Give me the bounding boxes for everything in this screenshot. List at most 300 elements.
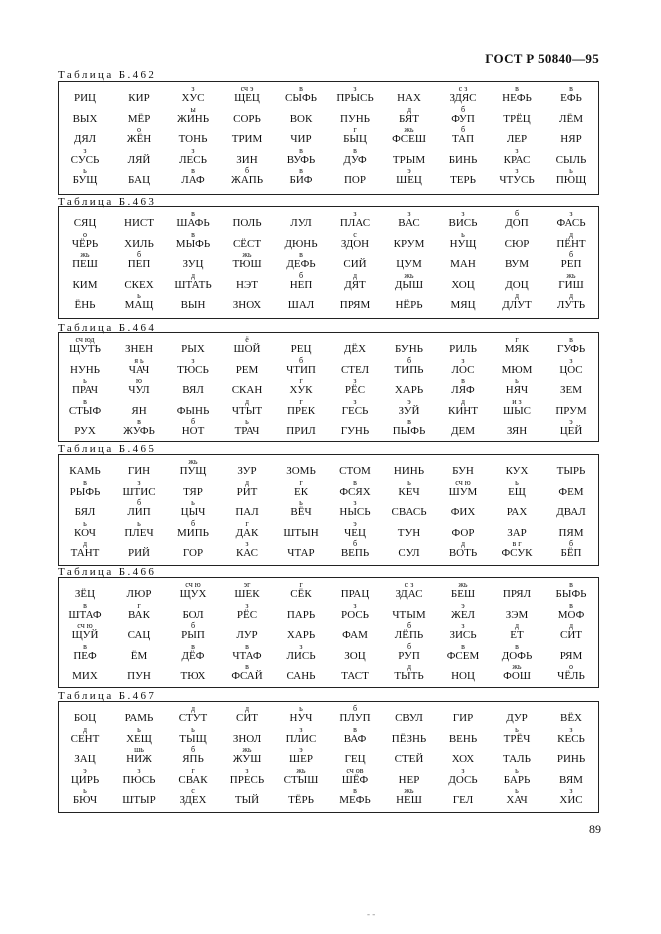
table-cell (328, 540, 382, 559)
table-cell (328, 126, 382, 145)
table-cell (166, 787, 220, 806)
syllable-word: ЕК (293, 485, 309, 498)
syllable-word: ЧТУСЬ (499, 174, 535, 186)
syllable-word: ФСЯХ (339, 485, 371, 498)
pronunciation-mark: б (406, 641, 412, 651)
table-cell (220, 746, 274, 765)
syllable-word: КЕСЬ (557, 732, 585, 745)
syllable-word: ЗУР (237, 465, 257, 477)
syllable-word: ЗДЕХ (179, 794, 207, 806)
table-cell (436, 602, 490, 621)
syllable-word: ЧТАР (287, 547, 315, 559)
syllable-word: ПРЯЛ (502, 588, 532, 600)
table-cell (112, 231, 166, 250)
table-cell (382, 540, 436, 559)
pronunciation-mark: з (191, 145, 195, 155)
syllable-word: ПАЛ (235, 506, 259, 518)
table-cell (490, 622, 544, 641)
pronunciation-mark: ь (245, 417, 249, 426)
syllable-word: ГУФЬ (556, 343, 586, 355)
pronunciation-mark: сч ов (346, 765, 364, 775)
table-cell (490, 336, 544, 355)
pronunciation-mark: д (244, 704, 250, 713)
syllable-word: ЗДОН (340, 237, 370, 250)
syllable-word: ЧТАФ (232, 649, 262, 662)
syllable-word: ЖУФЬ (123, 425, 155, 437)
syllable-word: РУП (398, 649, 420, 662)
table-cell (166, 126, 220, 145)
pronunciation-mark: б (190, 417, 196, 426)
syllable-word: РИЙ (127, 547, 150, 559)
syllable-word: ЛОС (451, 363, 475, 376)
table-cell (166, 377, 220, 396)
pronunciation-mark: в (461, 641, 465, 651)
table-cell (544, 251, 598, 270)
pronunciation-mark: г (515, 335, 519, 344)
syllable-word: НЕР (398, 773, 420, 786)
syllable-word: БЁП (560, 547, 582, 559)
syllable-word: ТУН (397, 526, 421, 539)
pronunciation-mark: з (353, 209, 357, 218)
pronunciation-mark: з (515, 145, 519, 155)
pronunciation-mark: в (245, 641, 249, 651)
table-cell (328, 458, 382, 477)
syllable-word: ШЕЦ (396, 174, 422, 186)
table-cell (382, 622, 436, 641)
table-cell (436, 622, 490, 641)
syllable-word: ТРЁЦ (503, 112, 531, 125)
table-cell (490, 705, 544, 724)
table-cell (58, 540, 112, 559)
table-cell (220, 787, 274, 806)
table-cell (220, 377, 274, 396)
syllable-word: ФСЕШ (392, 133, 426, 145)
table-cell (58, 147, 112, 166)
table-cell (274, 520, 328, 539)
syllable-word: СВАК (178, 773, 208, 786)
table-cell (166, 231, 220, 250)
table-cell (490, 272, 544, 291)
table-cell (436, 726, 490, 745)
pronunciation-mark: жь (296, 765, 306, 775)
syllable-word: МИПЬ (177, 526, 209, 539)
syllable-word: МАН (450, 258, 476, 270)
table-cell (328, 643, 382, 662)
table-cell (220, 602, 274, 621)
syllable-word: ЗНЕН (124, 343, 154, 355)
syllable-word: ПЛАС (339, 217, 371, 229)
syllable-word: КУХ (505, 465, 529, 477)
syllable-word: ДЛУТ (502, 299, 532, 311)
table-cell (436, 377, 490, 396)
table-cell (544, 705, 598, 724)
table-cell (220, 540, 274, 559)
syllable-word: ЩУЙ (71, 629, 99, 641)
table-cell (58, 787, 112, 806)
table-cell (436, 787, 490, 806)
syllable-word: БУЩ (72, 174, 98, 186)
table-cell (436, 540, 490, 559)
syllable-word: КИР (128, 92, 150, 104)
syllable-word: БЮЧ (72, 794, 98, 806)
pronunciation-mark: сч ю (455, 477, 471, 487)
syllable-word: ШУМ (448, 485, 478, 498)
table-caption: Таблица Б.467 (58, 690, 157, 702)
syllable-word: БУНЬ (395, 343, 423, 355)
syllable-word: КОЧ (74, 526, 96, 539)
syllable-word: ДЮНЬ (284, 237, 318, 250)
pronunciation-mark: б (460, 104, 466, 114)
pronunciation-mark: з (407, 209, 411, 218)
syllable-word: ПРИЛ (286, 425, 316, 437)
pronunciation-mark: сч ю (185, 580, 201, 589)
table-cell (490, 643, 544, 662)
syllable-word: ЛЁПЬ (394, 629, 424, 641)
pronunciation-mark: г (137, 600, 141, 610)
syllable-word: НЁРЬ (395, 299, 423, 311)
pronunciation-mark: эг (243, 580, 251, 589)
pronunciation-mark: д (568, 229, 574, 239)
table-cell (436, 643, 490, 662)
syllable-word: ЧЁРЬ (71, 237, 99, 250)
syllable-word: КРАС (503, 153, 531, 166)
table-cell (436, 418, 490, 437)
syllable-word: ПЕП (127, 258, 151, 270)
syllable-word: ФОР (451, 526, 475, 539)
table-cell (166, 499, 220, 518)
table-cell (490, 787, 544, 806)
syllable-word: ЁМ (130, 649, 148, 662)
syllable-word: ЛЯЙ (127, 153, 151, 166)
table-cell (544, 292, 598, 311)
pronunciation-mark: б (568, 250, 574, 259)
syllable-word: ГЕСЬ (341, 404, 369, 417)
pronunciation-mark: ь (515, 477, 519, 487)
table-cell (274, 767, 328, 786)
table-cell (58, 106, 112, 125)
syllable-word: ЗЕМ (559, 384, 582, 396)
pronunciation-mark: з (83, 145, 87, 155)
table-cell (220, 499, 274, 518)
table-caption: Таблица Б.466 (58, 566, 157, 578)
syllable-word: ЛУР (236, 629, 258, 641)
table-cell (58, 126, 112, 145)
syllable-word: ПЯМ (558, 526, 584, 539)
table-cell (166, 726, 220, 745)
syllable-word: ЗИСЬ (449, 629, 477, 641)
table-cell (436, 126, 490, 145)
syllable-word: РИЦ (73, 92, 96, 104)
syllable-word: ЖЁН (126, 133, 152, 145)
table-cell (436, 167, 490, 186)
syllable-word: ПЕШ (72, 258, 98, 270)
table-caption: Таблица Б.463 (58, 196, 157, 208)
syllable-word: РЫП (181, 629, 205, 641)
syllable-word: ЗИН (236, 153, 258, 166)
syllable-word: ПОЛЬ (232, 217, 262, 229)
table-cell (544, 643, 598, 662)
table-cell (58, 336, 112, 355)
table-cell (58, 705, 112, 724)
syllable-word: ТРАЧ (234, 425, 260, 437)
pronunciation-mark: в (83, 641, 87, 651)
syllable-word: МОФ (557, 608, 585, 621)
table-cell (328, 746, 382, 765)
pronunciation-mark: д (190, 704, 196, 713)
syllable-word: СЁК (290, 588, 312, 600)
table-cell (274, 210, 328, 229)
table-cell (490, 540, 544, 559)
table-cell (112, 643, 166, 662)
table-cell (166, 167, 220, 186)
syllable-word: ВЯМ (559, 773, 583, 786)
pronunciation-mark: б (406, 621, 412, 630)
pronunciation-mark: д (514, 621, 520, 630)
table-cell (382, 398, 436, 417)
pronunciation-mark: д (244, 477, 250, 487)
syllable-word: ЕФЬ (560, 92, 582, 104)
word-table (58, 701, 599, 813)
table-cell (112, 357, 166, 376)
syllable-word: ПРЯМ (339, 299, 371, 311)
syllable-word: ХАЧ (506, 794, 528, 806)
syllable-word: ПЛИС (285, 732, 317, 745)
table-cell (166, 398, 220, 417)
table-cell (328, 581, 382, 600)
table-cell (436, 85, 490, 104)
word-table (58, 332, 599, 442)
pronunciation-mark: з (353, 600, 357, 610)
table-cell (220, 418, 274, 437)
table-cell (58, 418, 112, 437)
table-cell (58, 357, 112, 376)
table-cell (58, 251, 112, 270)
syllable-word: ВЫН (180, 299, 206, 311)
pronunciation-mark: г (299, 477, 303, 487)
word-table (58, 577, 599, 688)
syllable-word: РОСЬ (341, 608, 369, 621)
syllable-word: ТРЁЧ (503, 732, 531, 745)
table-cell (544, 398, 598, 417)
syllable-word: РУХ (74, 425, 96, 437)
syllable-word: ШАЛ (287, 299, 315, 311)
pronunciation-mark: сч э (240, 84, 254, 93)
syllable-word: НЕШ (396, 794, 422, 806)
table-cell (382, 126, 436, 145)
table-cell (328, 499, 382, 518)
syllable-word: ЕТ (510, 629, 524, 641)
table-cell (58, 581, 112, 600)
table-cell (112, 499, 166, 518)
table-cell (436, 581, 490, 600)
table-cell (436, 357, 490, 376)
table-cell (328, 272, 382, 291)
syllable-word: ТЕРЬ (450, 174, 476, 186)
table-cell (274, 85, 328, 104)
table-cell (490, 251, 544, 270)
syllable-word: ВОТЬ (448, 547, 478, 559)
table-cell (436, 499, 490, 518)
table-cell (544, 357, 598, 376)
pronunciation-mark: д (244, 396, 250, 406)
syllable-word: ЦЕЙ (559, 425, 583, 437)
pronunciation-mark: ь (569, 166, 573, 175)
syllable-word: КИНТ (448, 404, 478, 417)
syllable-word: СКАН (231, 384, 263, 396)
syllable-word: СЯЦ (73, 217, 97, 229)
table-cell (58, 643, 112, 662)
pronunciation-mark: в (191, 229, 195, 239)
table-cell (112, 126, 166, 145)
pronunciation-mark: э (353, 518, 357, 528)
syllable-word: ПРАЧ (71, 384, 99, 396)
table-cell (382, 357, 436, 376)
table-cell (220, 147, 274, 166)
table-cell (328, 357, 382, 376)
table-cell (274, 292, 328, 311)
syllable-word: ПАРЬ (286, 608, 316, 621)
syllable-word: КИМ (72, 278, 98, 291)
syllable-word: ЗУЙ (398, 404, 420, 417)
table-cell (490, 458, 544, 477)
syllable-word: ЯН (131, 404, 147, 417)
table-cell (382, 292, 436, 311)
table-cell (58, 479, 112, 498)
table-cell (490, 726, 544, 745)
table-cell (58, 663, 112, 682)
pronunciation-mark: б (514, 209, 520, 218)
table-cell (328, 167, 382, 186)
pronunciation-mark: в (461, 376, 465, 385)
syllable-word: СЮР (504, 237, 530, 250)
table-cell (112, 705, 166, 724)
table-cell (166, 746, 220, 765)
pronunciation-mark: ь (515, 724, 519, 734)
syllable-word: НЕП (289, 278, 313, 291)
table-cell (490, 520, 544, 539)
table-cell (166, 520, 220, 539)
table-cell (328, 210, 382, 229)
syllable-word: ШТИС (122, 485, 156, 498)
pronunciation-mark: ь (83, 518, 87, 528)
table-cell (382, 767, 436, 786)
table-cell (328, 663, 382, 682)
table-cell (328, 231, 382, 250)
syllable-word: ШТЫН (283, 526, 319, 539)
pronunciation-mark: б (190, 621, 196, 630)
syllable-word: ШЁФ (341, 773, 369, 786)
pronunciation-mark: и з (512, 396, 522, 406)
table-cell (490, 357, 544, 376)
syllable-word: КАМЬ (69, 465, 101, 477)
syllable-word: ПЛУП (339, 712, 371, 724)
table-cell (274, 746, 328, 765)
table-cell (382, 210, 436, 229)
syllable-word: РАХ (506, 506, 528, 518)
table-cell (544, 85, 598, 104)
syllable-word: ПУЩ (179, 465, 207, 477)
table-cell (58, 726, 112, 745)
table-cell (328, 85, 382, 104)
syllable-word: РИТ (236, 485, 258, 498)
syllable-word: ЧИР (290, 133, 312, 145)
table-cell (544, 167, 598, 186)
syllable-word: ГИШ (558, 278, 584, 291)
syllable-word: ЩЕЦ (234, 92, 260, 104)
syllable-word: ХЕЩ (126, 732, 152, 745)
table-cell (220, 357, 274, 376)
pronunciation-mark: в (191, 641, 195, 651)
syllable-word: НИСТ (124, 217, 154, 229)
table-caption: Таблица Б.464 (58, 322, 157, 334)
table-cell (490, 581, 544, 600)
syllable-word: ФИХ (450, 506, 476, 518)
pronunciation-mark: ь (191, 498, 195, 507)
table-cell (436, 336, 490, 355)
table-cell (220, 292, 274, 311)
syllable-word: НАХ (397, 92, 421, 104)
syllable-word: ЛУЛ (290, 217, 312, 229)
syllable-word: ВЯЛ (182, 384, 204, 396)
pronunciation-mark: шь (134, 745, 144, 754)
syllable-word: ШАФЬ (176, 217, 210, 229)
table-cell (490, 167, 544, 186)
pronunciation-mark: с (191, 786, 195, 795)
pronunciation-mark: д (406, 662, 412, 671)
pronunciation-mark: з (137, 477, 141, 487)
syllable-word: ПЁНТ (556, 237, 586, 250)
table-cell (220, 251, 274, 270)
table-cell (544, 458, 598, 477)
table-cell (112, 292, 166, 311)
table-cell (112, 418, 166, 437)
syllable-word: ЗУЦ (182, 258, 204, 270)
pronunciation-mark: з (245, 539, 249, 548)
syllable-word: БИФ (289, 174, 313, 186)
table-cell (166, 479, 220, 498)
table-cell (382, 581, 436, 600)
table-cell (382, 520, 436, 539)
table-cell (544, 126, 598, 145)
pronunciation-mark: д (460, 539, 466, 548)
syllable-word: ХИЛЬ (124, 237, 154, 250)
table-cell (274, 499, 328, 518)
syllable-word: ЗАЦ (74, 753, 96, 765)
syllable-word: НУНЬ (70, 363, 100, 376)
pronunciation-mark: о (569, 662, 573, 671)
word-table (58, 454, 599, 566)
syllable-word: БЯЛ (74, 506, 96, 518)
syllable-word: ЛЮР (126, 588, 152, 600)
pronunciation-mark: г (299, 580, 303, 589)
table-cell (220, 85, 274, 104)
table-cell (112, 787, 166, 806)
table-cell (274, 581, 328, 600)
table-cell (274, 726, 328, 745)
syllable-word: ТАНТ (70, 547, 100, 559)
syllable-word: РЫФЬ (69, 485, 101, 498)
pronunciation-mark: з (353, 376, 357, 385)
syllable-word: ЛИСЬ (286, 649, 316, 662)
table-cell (274, 377, 328, 396)
table-cell (274, 540, 328, 559)
pronunciation-mark: ь (299, 704, 303, 713)
table-cell (490, 85, 544, 104)
syllable-word: ШТАФ (68, 608, 102, 621)
syllable-word: ЗНОХ (232, 299, 262, 311)
syllable-word: ВЁЧ (290, 506, 312, 518)
syllable-word: ТРИМ (231, 133, 263, 145)
